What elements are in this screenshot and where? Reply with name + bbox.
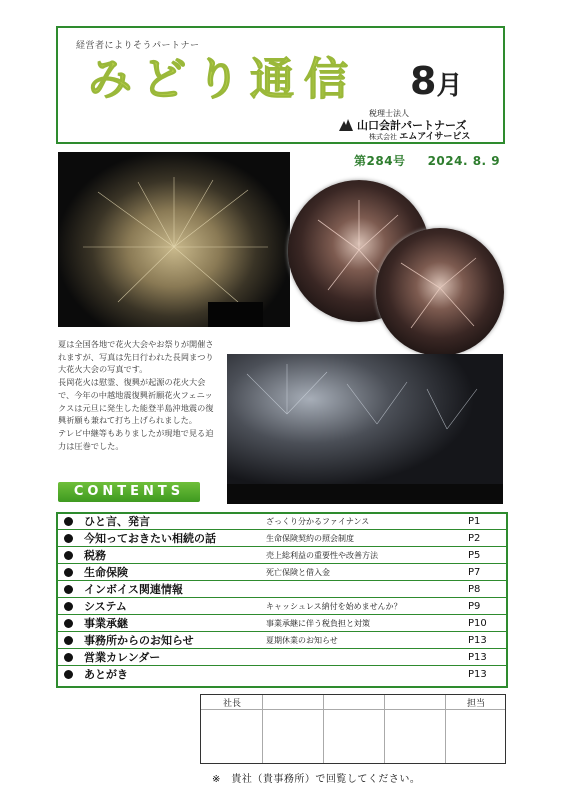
caption-paragraph: テレビ中継等もありましたが現地で見る迫力は圧巻でした。 <box>58 427 214 451</box>
toc-title: ひと言、発言 <box>84 515 150 528</box>
bullet-icon <box>64 568 73 577</box>
toc-row[interactable] <box>58 633 506 649</box>
tagline: 経営者によりそうパートナー <box>76 41 200 51</box>
toc-title: 事務所からのお知らせ <box>84 634 194 647</box>
toc-row[interactable] <box>58 514 506 530</box>
toc-row[interactable] <box>58 650 506 666</box>
toc-page: P13 <box>468 669 487 680</box>
company-type: 税理士法人 <box>369 109 409 118</box>
toc-page: P10 <box>468 618 487 629</box>
bullet-icon <box>64 619 73 628</box>
bullet-icon <box>64 585 73 594</box>
approval-column-divider <box>323 695 324 763</box>
bullet-icon <box>64 551 73 560</box>
toc-subtitle: キャッシュレス納付を始めませんか？ <box>266 602 402 611</box>
toc-row[interactable] <box>58 531 506 547</box>
toc-title: 今知っておきたい相続の話 <box>84 532 216 545</box>
caption-paragraph: 夏は全国各地で花火大会やお祭りが開催されますが、写真は先日行われた長岡まつり大花火大会の写真です。 <box>58 339 214 375</box>
toc-subtitle: 事業承継に伴う税負担と対策 <box>266 619 370 628</box>
month-number: 8 <box>410 59 437 103</box>
approval-president-label: 社長 <box>223 699 242 709</box>
issue-number: 第284号 <box>354 154 406 168</box>
contents-label: CONTENTS <box>58 482 200 502</box>
circulation-note: ※ 貴社（貴事務所）で回覧してください。 <box>212 774 421 785</box>
toc-title: あとがき <box>84 668 128 681</box>
toc-title: 営業カレンダー <box>84 651 161 664</box>
toc-subtitle: ざっくり分かるファイナンス <box>266 517 370 526</box>
issue-info <box>354 152 500 169</box>
fireworks-photo-2 <box>227 354 503 504</box>
company-logo-icon <box>339 119 353 131</box>
caption-paragraph: 長岡花火は慰霊、復興が起源の花火大会で、今年の中越地震復興祈願花火フェニックスは元旦に発生した能登半島沖地震の復興祈願も兼ねて打ち上げられました。 <box>58 377 214 426</box>
newsletter-title: みどり通信 <box>88 54 358 105</box>
toc-row[interactable] <box>58 667 506 683</box>
approval-staff-label: 担当 <box>467 699 486 709</box>
toc-page: P13 <box>468 635 487 646</box>
toc-row[interactable] <box>58 599 506 615</box>
toc-subtitle: 売上総利益の重要性や改善方法 <box>266 551 378 560</box>
company-block <box>339 110 489 143</box>
company-sub <box>369 132 489 143</box>
approval-column-divider <box>384 695 385 763</box>
toc-title: 生命保険 <box>84 566 128 579</box>
toc-title: 税務 <box>84 549 106 562</box>
toc-row[interactable] <box>58 565 506 581</box>
toc-row[interactable] <box>58 548 506 564</box>
bullet-icon <box>64 602 73 611</box>
toc-page: P7 <box>468 567 481 578</box>
toc-row[interactable] <box>58 582 506 598</box>
month-unit: 月 <box>436 71 463 101</box>
approval-column-divider <box>445 695 446 763</box>
approval-header-line <box>201 709 505 710</box>
company-sub-name: エムアイサービス <box>399 131 471 142</box>
toc-subtitle: 死亡保険と借入金 <box>266 568 330 577</box>
masthead <box>56 26 505 144</box>
fireworks-photo-1 <box>58 152 290 327</box>
toc-page: P1 <box>468 516 481 527</box>
bullet-icon <box>64 517 73 526</box>
approval-stamp-table <box>200 694 506 764</box>
bullet-icon <box>64 670 73 679</box>
toc-title: システム <box>84 600 127 613</box>
bullet-icon <box>64 534 73 543</box>
toc-title: 事業承継 <box>84 617 128 630</box>
bullet-icon <box>64 636 73 645</box>
approval-column-divider <box>262 695 263 763</box>
company-name <box>339 119 489 132</box>
issue-date: 2024. 8. 9 <box>427 154 501 168</box>
bullet-icon <box>64 653 73 662</box>
toc-page: P8 <box>468 584 481 595</box>
fireworks-photo-circle-2 <box>376 228 504 356</box>
company-sub-prefix: 株式会社 <box>369 132 397 141</box>
toc-page: P13 <box>468 652 487 663</box>
toc-page: P2 <box>468 533 481 544</box>
table-of-contents <box>56 512 508 688</box>
toc-subtitle: 生命保険契約の照会制度 <box>266 534 354 543</box>
company-name-text: 山口会計パートナーズ <box>357 118 467 132</box>
toc-page: P5 <box>468 550 481 561</box>
toc-page: P9 <box>468 601 481 612</box>
toc-row[interactable] <box>58 616 506 632</box>
toc-subtitle: 夏期休業のお知らせ <box>266 636 338 645</box>
photo-caption <box>58 338 218 452</box>
issue-month <box>410 59 463 103</box>
toc-title: インボイス関連情報 <box>84 583 183 596</box>
